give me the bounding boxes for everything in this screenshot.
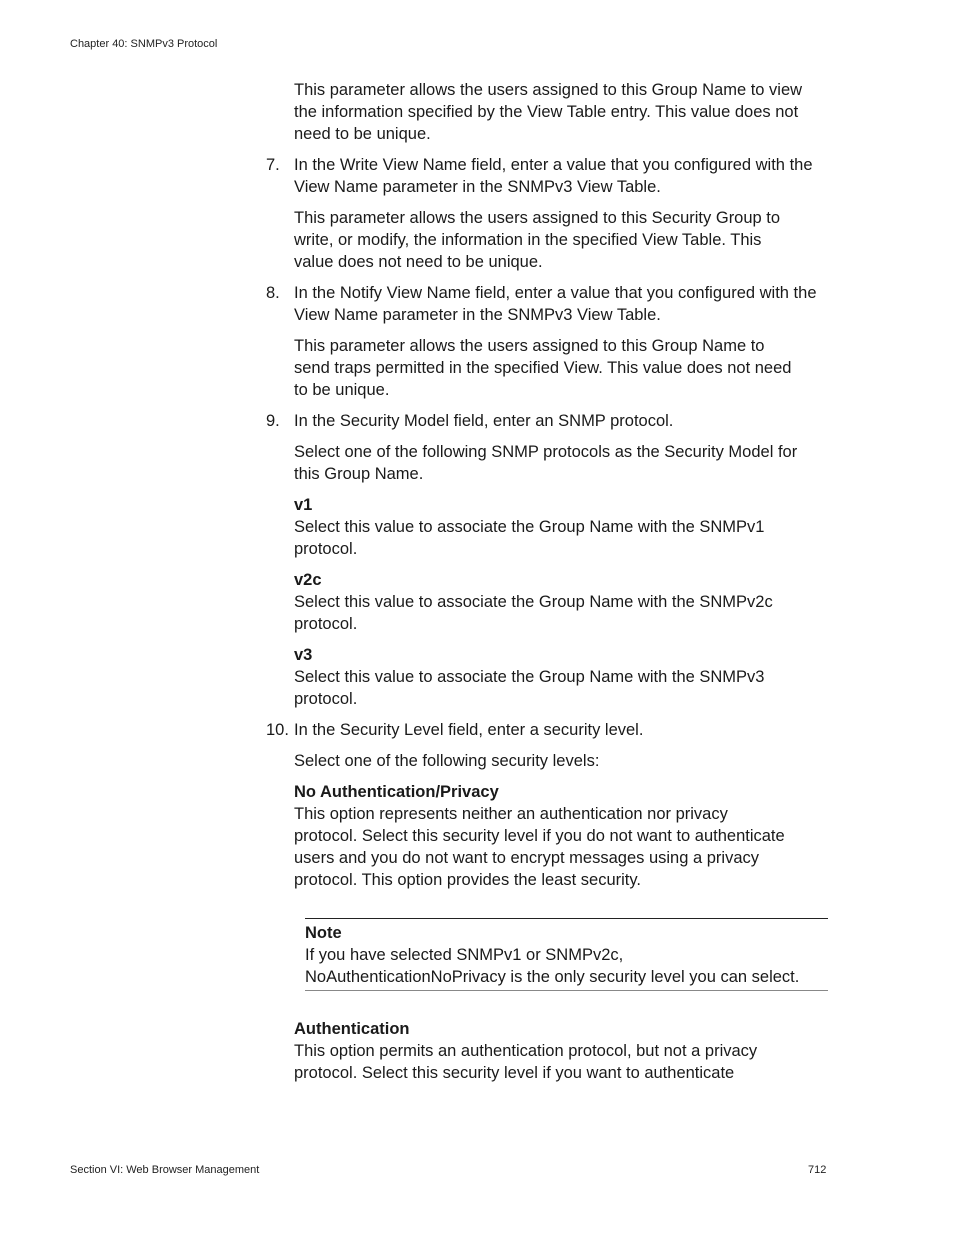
note-line: If you have selected SNMPv1 or SNMPv2c, <box>305 946 624 964</box>
definition-desc: Select this value to associate the Group Name with the SNMPv2c protocol. <box>294 593 773 633</box>
definition-term: Authentication <box>294 1020 410 1038</box>
paragraph-read-view: This parameter allows the users assigned to this Group Name to view the information specified by the View Table entry. This value does not need to be unique. <box>294 81 803 143</box>
definition-term: v1 <box>294 496 313 514</box>
definition-authentication <box>294 1018 804 1084</box>
step-text: In the Security Model field, enter an SNMP protocol. <box>294 412 674 430</box>
step-text: In the Write View Name field, enter a value that you configured with the View Name parameter in the SNMPv3 View Table. <box>294 156 813 196</box>
running-footer-section: Section VI: Web Browser Management <box>70 1164 260 1176</box>
paragraph-notify-view: This parameter allows the users assigned to this Group Name to send traps permitted in the specified View. This value does not need to be unique. <box>294 337 792 399</box>
step-text: In the Security Level field, enter a security level. <box>294 721 644 739</box>
note-line: NoAuthenticationNoPrivacy is the only security level you can select. <box>305 968 800 986</box>
definition-term: v2c <box>294 571 322 589</box>
paragraph-select-level: Select one of the following security levels: <box>294 752 600 770</box>
step-number: 8. <box>266 284 280 302</box>
step-text: In the Notify View Name field, enter a value that you configured with the View Name parameter in the SNMPv3 View Table. <box>294 284 817 324</box>
definition-v2c <box>294 569 804 635</box>
note-box <box>305 918 828 991</box>
definition-term: No Authentication/Privacy <box>294 783 499 801</box>
step-number: 10. <box>266 721 289 739</box>
step-number: 9. <box>266 412 280 430</box>
step-number: 7. <box>266 156 280 174</box>
step-7 <box>266 154 834 198</box>
paragraph-select-model: Select one of the following SNMP protocols as the Security Model for this Group Name. <box>294 443 798 483</box>
running-header: Chapter 40: SNMPv3 Protocol <box>70 38 218 50</box>
definition-v1 <box>294 494 804 560</box>
step-10 <box>266 719 834 741</box>
definition-desc: Select this value to associate the Group Name with the SNMPv1 protocol. <box>294 518 765 558</box>
definition-v3 <box>294 644 804 710</box>
document-body <box>266 79 834 1093</box>
note-title: Note <box>305 924 342 942</box>
definition-desc: This option permits an authentication protocol, but not a privacy protocol. Select this security level if you want to authenticate <box>294 1042 758 1082</box>
step-9 <box>266 410 834 432</box>
page-number: 712 <box>808 1164 827 1176</box>
definition-no-auth-privacy <box>294 781 794 891</box>
definition-term: v3 <box>294 646 313 664</box>
step-8 <box>266 282 834 326</box>
definition-desc: Select this value to associate the Group Name with the SNMPv3 protocol. <box>294 668 765 708</box>
definition-desc: This option represents neither an authentication nor privacy protocol. Select this security level if you do not want to authenticate users and you do not want to encrypt messages using a privacy protocol. This option provides the least security. <box>294 805 785 889</box>
paragraph-write-view: This parameter allows the users assigned to this Security Group to write, or modify, the information in the specified View Table. This value does not need to be unique. <box>294 209 781 271</box>
